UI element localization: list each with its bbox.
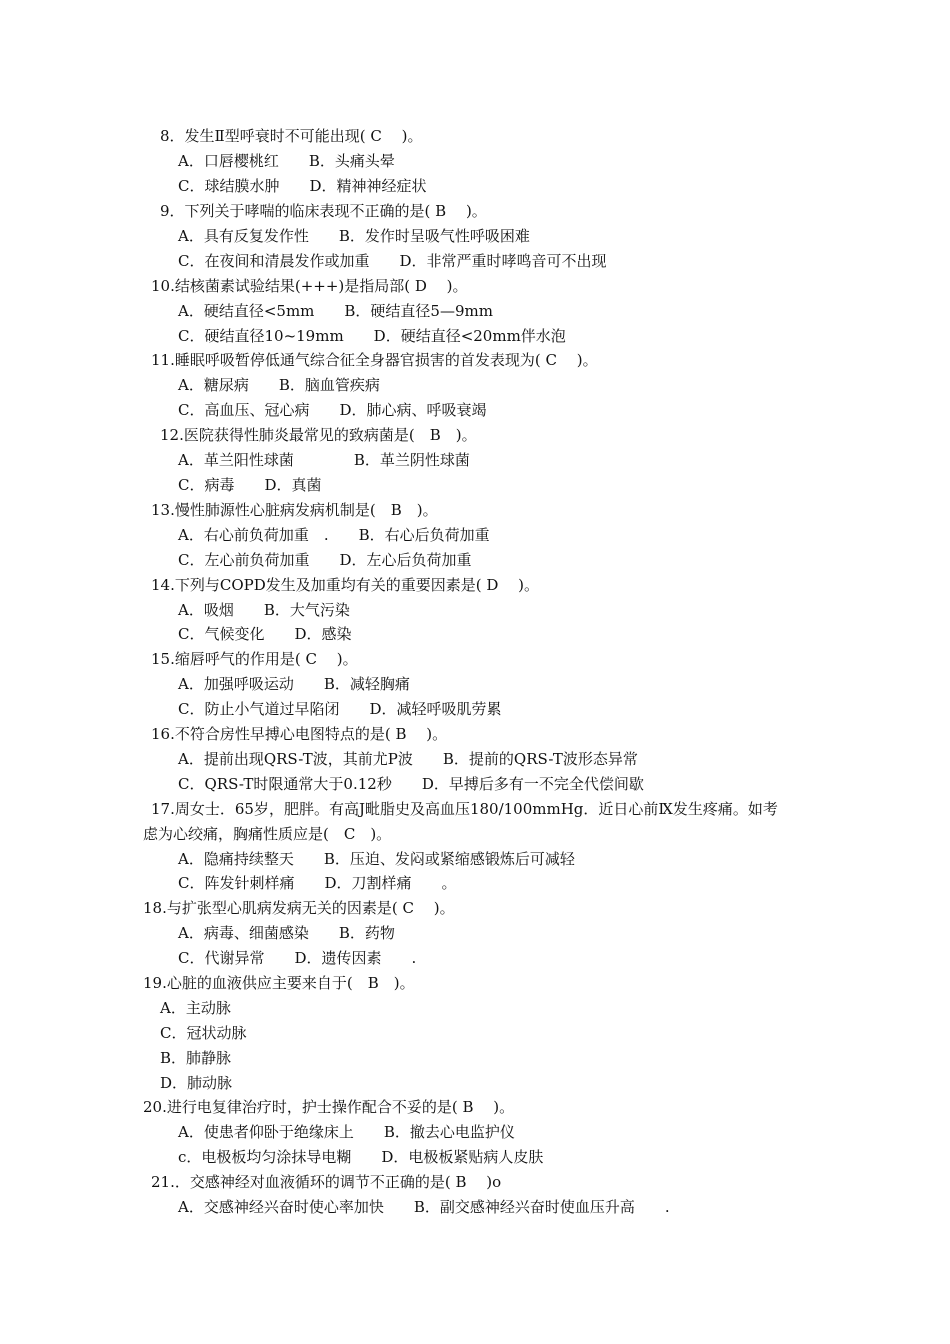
- question-14-options-ab: A．吸烟 B．大气污染: [178, 601, 350, 619]
- question-19-option-a: A．主动脉: [160, 999, 231, 1017]
- question-21-options-ab: A．交感神经兴奋时使心率加快 B．副交感神经兴奋时使血压升高 .: [178, 1198, 670, 1216]
- question-18-options-ab: A．病毒、细菌感染 B．药物: [178, 924, 395, 942]
- question-8: 8．发生Ⅱ型呼衰时不可能出现( C )。: [160, 127, 423, 145]
- question-17-options-cd: C．阵发针刺样痛 D．刀割样痛 。: [178, 874, 457, 892]
- question-9-options-ab: A．具有反复发作性 B．发作时呈吸气性呼吸困难: [178, 227, 530, 245]
- question-17-continued: 虑为心绞痛，胸痛性质应是( C )。: [143, 825, 392, 843]
- question-13-options-cd: C．左心前负荷加重 D．左心后负荷加重: [178, 551, 472, 569]
- question-16: 16.不符合房性早搏心电图特点的是( B )。: [151, 725, 448, 743]
- question-11-options-cd: C．高血压、冠心病 D．肺心病、呼吸衰竭: [178, 401, 487, 419]
- question-19: 19.心脏的血液供应主要来自于( B )。: [143, 974, 415, 992]
- question-11-options-ab: A．糖尿病 B．脑血管疾病: [178, 376, 380, 394]
- question-19-option-b: B．肺静脉: [160, 1049, 232, 1067]
- question-12: 12.医院获得性肺炎最常见的致病菌是( B )。: [160, 426, 477, 444]
- question-12-options-ab: A．革兰阳性球菌 B．革兰阴性球菌: [178, 451, 470, 469]
- question-10-options-ab: A．硬结直径<5mm B．硬结直径5—9mm: [178, 302, 493, 320]
- question-10-options-cd: C．硬结直径10~19mm D．硬结直径<20mm伴水泡: [178, 327, 566, 345]
- question-8-options-cd: C．球结膜水肿 D．精神神经症状: [178, 177, 427, 195]
- question-20-options-ab: A．使患者仰卧于绝缘床上 B．撤去心电监护仪: [178, 1123, 515, 1141]
- question-18-options-cd: C．代谢异常 D．遗传因素 .: [178, 949, 417, 967]
- question-20: 20.进行电复律治疗时，护士操作配合不妥的是( B )。: [143, 1098, 515, 1116]
- question-15-options-cd: C．防止小气道过早陷闭 D．减轻呼吸肌劳累: [178, 700, 502, 718]
- question-13-options-ab: A．右心前负荷加重 . B．右心后负荷加重: [178, 526, 490, 544]
- question-10: 10.结核菌素试验结果(+++)是指局部( D )。: [151, 277, 468, 295]
- question-19-option-c: C．冠状动脉: [160, 1024, 247, 1042]
- question-18: 18.与扩张型心肌病发病无关的因素是( C )。: [143, 899, 455, 917]
- question-15-options-ab: A．加强呼吸运动 B．减轻胸痛: [178, 675, 410, 693]
- question-21: 21.．交感神经对血液循环的调节不正确的是( B )o: [151, 1173, 502, 1191]
- question-17-options-ab: A．隐痛持续整天 B．压迫、发闷或紧缩感锻炼后可减轻: [178, 850, 575, 868]
- question-19-option-d: D．肺动脉: [160, 1074, 233, 1092]
- question-20-options-cd: c．电极板均匀涂抹导电糊 D．电极板紧贴病人皮肤: [178, 1148, 544, 1166]
- question-9-options-cd: C．在夜间和清晨发作或加重 D．非常严重时哮鸣音可不出现: [178, 252, 607, 270]
- question-17: 17.周女士．65岁，肥胖。有高J毗脂史及高血压180/100mmHg．近日心前Ⅸ发生疼痛。如考: [151, 800, 778, 818]
- question-11: 11.睡眠呼吸暂停低通气综合征全身器官损害的首发表现为( C )。: [151, 351, 598, 369]
- question-14: 14.下列与COPD发生及加重均有关的重要因素是( D )。: [151, 576, 540, 594]
- question-12-options-cd: C．病毒 D．真菌: [178, 476, 322, 494]
- question-16-options-ab: A．提前出现QRS-T波，其前尤P波 B．提前的QRS-T波形态异常: [178, 750, 638, 768]
- question-15: 15.缩唇呼气的作用是( C )。: [151, 650, 358, 668]
- question-9: 9．下列关于哮喘的临床表现不正确的是( B )。: [160, 202, 487, 220]
- question-8-options-ab: A．口唇樱桃红 B．头痛头晕: [178, 152, 395, 170]
- question-14-options-cd: C．气候变化 D．感染: [178, 625, 352, 643]
- question-13: 13.慢性肺源性心脏病发病机制是( B )。: [151, 501, 438, 519]
- question-16-options-cd: C．QRS-T时限通常大于0.12秒 D．早搏后多有一不完全代偿间歇: [178, 775, 644, 793]
